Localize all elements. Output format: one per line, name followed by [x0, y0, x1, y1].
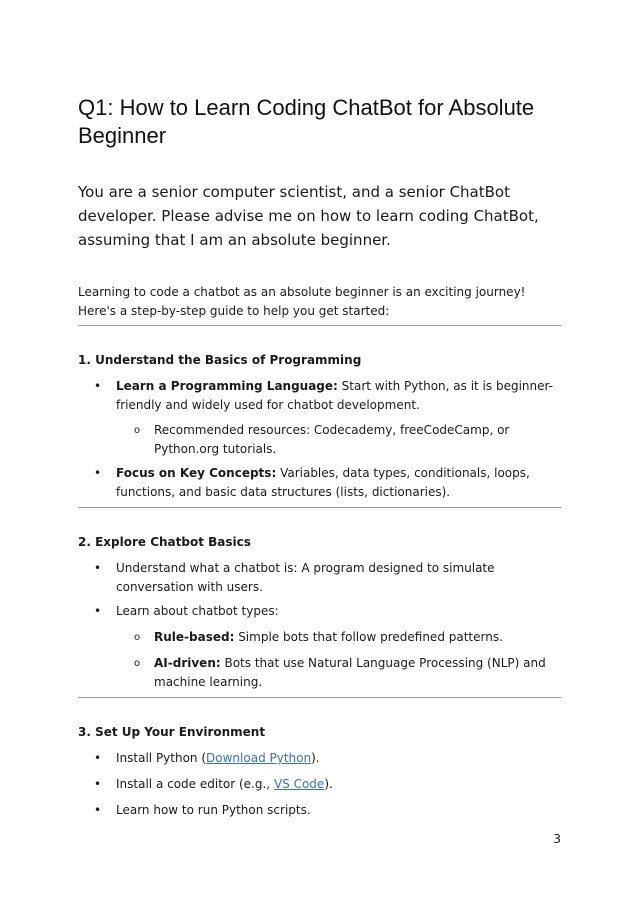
divider-1 [78, 325, 561, 326]
item-text: Understand what a chatbot is: A program designed to simulate conversation with users. [116, 561, 495, 594]
list-item [134, 628, 559, 647]
list-item [94, 801, 561, 820]
bullet-icon: • [94, 561, 102, 575]
bullet-icon: • [94, 466, 102, 480]
page-title: Q1: How to Learn Coding ChatBot for Absolute Beginner [78, 95, 535, 148]
divider-2 [78, 507, 561, 508]
list-item [94, 377, 561, 415]
section-1-heading: 1. Understand the Basics of Programming [78, 353, 362, 367]
intro-paragraph: Learning to code a chatbot as an absolute beginner is an exciting journey! Here's a step-by-step guide to help you get started: [78, 285, 526, 318]
list-item [134, 421, 559, 459]
user-prompt: You are a senior computer scientist, and a senior ChatBot developer. Please advise me on how to learn coding ChatBot, assuming that I am an absolute beginner. [78, 183, 539, 249]
list-item [94, 602, 561, 621]
item-text: Learn how to run Python scripts. [116, 803, 311, 817]
item-text: Install Python ( [116, 751, 207, 765]
list-item [134, 654, 559, 692]
download-python-link[interactable]: Download Python [206, 751, 312, 765]
list-item [94, 464, 561, 502]
item-text: Bots that use Natural Language Processing (NLP) and machine learning. [154, 656, 546, 689]
item-label: Learn a Programming Language: [116, 379, 338, 393]
list-item [94, 749, 561, 768]
item-label: Focus on Key Concepts: [116, 466, 277, 480]
page-number: 3 [553, 832, 561, 846]
section-2-heading: 2. Explore Chatbot Basics [78, 535, 251, 549]
item-text: Simple bots that follow predefined patterns. [234, 630, 503, 644]
section-2 [78, 533, 561, 551]
circle-bullet-icon: o [134, 632, 141, 643]
section-3 [78, 723, 561, 741]
list-item [94, 559, 561, 597]
section-3-heading: 3. Set Up Your Environment [78, 725, 266, 739]
item-text: Recommended resources: Codecademy, freeCodeCamp, or Python.org tutorials. [154, 423, 510, 456]
item-text: ). [324, 777, 333, 791]
item-text: Start with Python, as it is beginner-friendly and widely used for chatbot development. [116, 379, 553, 412]
document-page [78, 0, 561, 902]
bullet-icon: • [94, 777, 102, 791]
bullet-icon: • [94, 379, 102, 393]
item-text: Install a code editor (e.g., [116, 777, 274, 791]
item-label: AI-driven: [154, 656, 221, 670]
bullet-icon: • [94, 751, 102, 765]
section-1 [78, 351, 561, 369]
item-text: ). [311, 751, 320, 765]
circle-bullet-icon: o [134, 658, 141, 669]
circle-bullet-icon: o [134, 425, 141, 436]
item-text: Variables, data types, conditionals, loops, functions, and basic data structures (lists, dictionaries). [116, 466, 530, 499]
bullet-icon: • [94, 803, 102, 817]
divider-3 [78, 697, 561, 698]
item-label: Rule-based: [154, 630, 235, 644]
bullet-icon: • [94, 604, 102, 618]
item-text: Learn about chatbot types: [116, 604, 279, 618]
list-item [94, 775, 561, 794]
vs-code-link[interactable]: VS Code [273, 777, 325, 791]
